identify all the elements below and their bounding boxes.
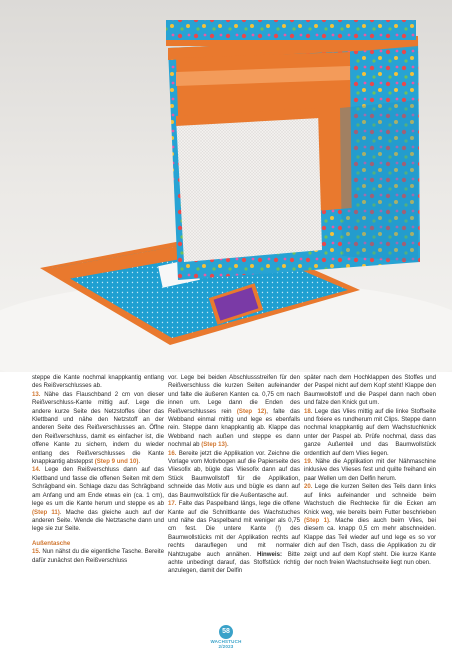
step-reference: (Step 12) (236, 407, 267, 415)
text: vor. Lege bei beiden Abschlussstreifen für den Reißverschluss die kurzen Seiten aufeinander und falte die äußeren Kanten ca. 0,75 cm nach innen um. Lege dann die Enden des Reißverschlusses rein (168, 374, 300, 415)
text: . (226, 441, 229, 449)
step-reference: (Step 1) (304, 516, 330, 524)
magazine-name: WACHSTUCH (210, 639, 242, 644)
text: Lege die kurzen Seiten des Teils dann links auf links aufeinander und schneide beim Wachstuch die Rechtecke für die Ecken am Knick weg, wie bereits beim Futter beschrieben (304, 483, 436, 516)
step-number: 20. (304, 483, 313, 491)
text: Lege den Reißverschluss dann auf das Klettband und fasse die offenen Seiten mit dem Schrägband ein. Schlage dazu das Schrägband am Anfang und am Ende etwas ein (ca. 1 cm), lege es um die Kante herum und steppe es ab (32, 466, 164, 508)
step-number: 17. (168, 500, 177, 508)
text: Falte das Paspelband längs, lege die offene Kante auf die Schnittkante des Wachstuches und nähe das Paspelband mit weniger als 0,75 cm fest. Die untere Kante (!) des Baumwollstücks mit der Applikation rechts auf rechts darauflegen und mit normaler Nahtzugabe auch annähen. (168, 500, 300, 558)
text: . Mache das gleiche auch auf der anderen Seite. Wende die Netztasche dann und lege sie zur Seite. (32, 508, 164, 533)
note-label: Hinweis: (256, 550, 282, 558)
text: . (138, 458, 141, 466)
text: Lege das Vlies mittig auf die linke Stoffseite und fixiere es rundherum mit Clips. Steppe dann nochmal knappkantig auf dem Wachstuchknick unter der Paspel ab. Prüfe nochmal, dass das ganze Außenteil und das Baumwollstück ordentlich auf dem Vlies liegen. (304, 407, 436, 457)
step-reference: (Step 9 und 10) (94, 458, 139, 466)
step-reference: (Step 11) (32, 508, 60, 516)
step-reference: (Step 13) (201, 441, 227, 449)
text: . Mache dies auch beim Vlies, bei diesem ca. knapp 0,5 cm mehr abschneiden. Klappe das Teil wieder auf und lege es so vor dich auf den Tisch, dass die Applikation zu dir zeigt und auf dem Kopf steht. Die kurze Kante der noch freien Wachstuchseite liegt nun oben. (304, 516, 436, 566)
issue-number: 2/2023 (218, 644, 234, 649)
step-number: 15. (32, 548, 41, 556)
step-number: 14. (32, 466, 41, 474)
step-number: 13. (32, 390, 41, 398)
text-column-3 (304, 374, 436, 567)
step-number: 16. (168, 449, 177, 457)
text: steppe die Kante nochmal knappkantig entlang des Reißverschlusses ab. (32, 374, 164, 390)
article-text (0, 374, 452, 614)
text: , falte das Webband einmal mittig und lege es ebenfalls rein. Steppe dann knappkantig ab. Klappe das Webband nach außen und steppe es dann nochmal ab (168, 407, 300, 449)
paragraph (304, 374, 436, 567)
text: später nach dem Hochklappen des Stoffes und der Paspel nicht auf dem Kopf steht! Klappe den Baumwollstoff und die Paspel dann nach oben und falze den Knick gut um. (304, 374, 436, 407)
text: Bitte achte unbedingt darauf, das Stoffstück richtig anzulegen, damit der Delfin (168, 550, 301, 575)
paragraph (32, 374, 164, 534)
page-footer (204, 620, 248, 649)
step-number: 19. (304, 458, 313, 466)
paragraph (168, 374, 300, 576)
text: Nun nähst du die eigentliche Tasche. Bereite dafür zunächst den Reißverschluss (32, 548, 164, 564)
section-heading: Außentasche (32, 539, 71, 547)
text: Nähe das Flauschband 2 cm von dieser Reißverschluss-Kante mittig auf. Lege die andere kurze Seite des Netzstoffes über das Klettband und nähe den Netzstoff an der anderen Seite des Reißverschlusses an. Öffne den Reißverschluss, damit es einfacher ist, die offene Kante zu sichern, indem du wieder entlang des Reißverschlusses die Kante knappkantig absteppst (32, 390, 164, 466)
step-number: 18. (304, 407, 313, 415)
text: Bereite jetzt die Applikation vor. Zeichne die Vorlage vom Motivbogen auf die Papierseite des Vliesofix ab, bügle das Vliesofix dann auf das Stück Baumwollstoff für die Applikation, schneide das Motiv aus und bügle es dann auf das Baumwollstück für die Außentasche auf. (168, 449, 300, 499)
mesh-pocket (176, 110, 322, 262)
text-column-1 (32, 374, 164, 565)
text: Nähe die Applikation mit der Nähmaschine inklusive des Vlieses fest und quilte freihand ein paar Wellen um den Delfin herum. (304, 458, 436, 482)
page-number: 58 (219, 625, 233, 639)
text-column-2 (168, 374, 300, 576)
paragraph (32, 548, 164, 565)
